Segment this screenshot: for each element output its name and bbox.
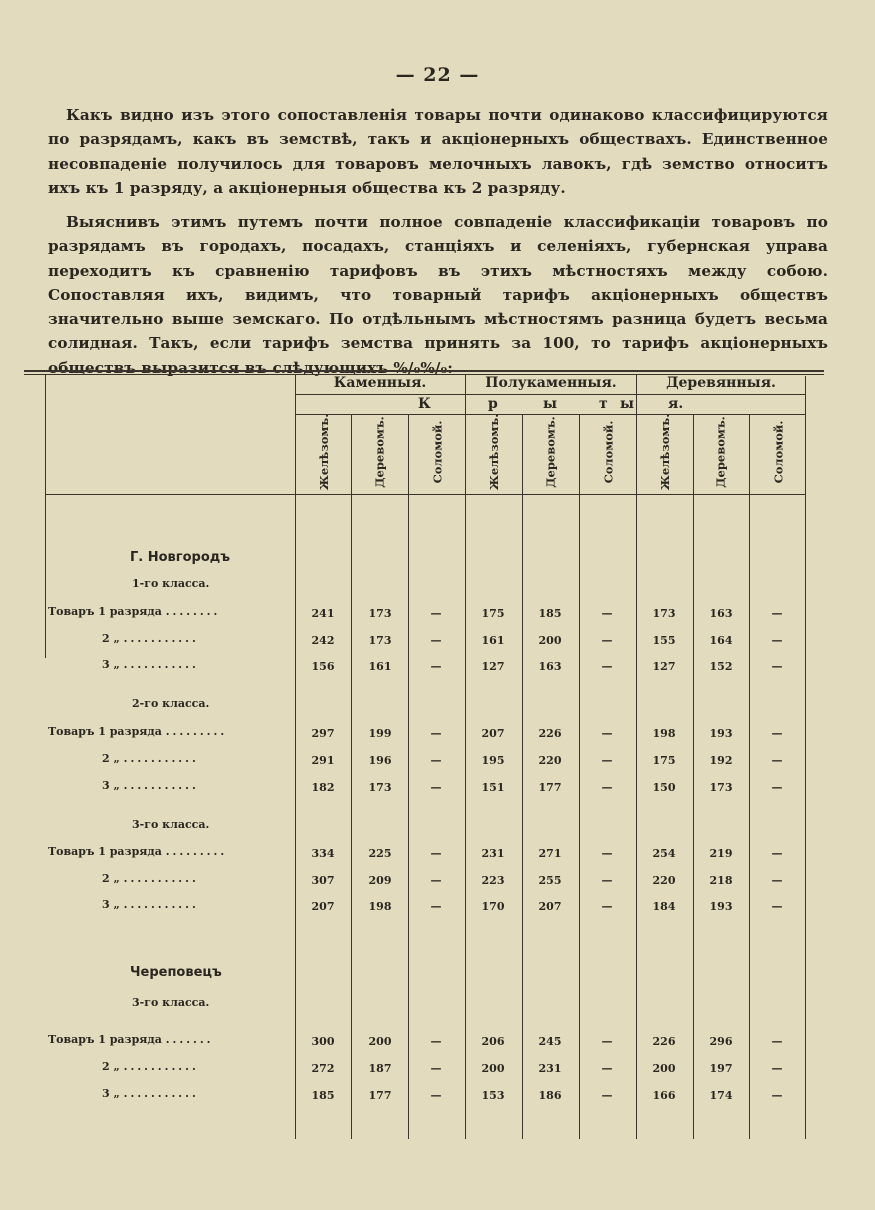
table-cell: — xyxy=(771,900,783,913)
class-heading: 1-го класса. xyxy=(132,577,210,590)
table-cell: 225 xyxy=(368,847,392,860)
table-cell: 219 xyxy=(709,847,733,860)
table-cell: 297 xyxy=(311,727,335,740)
table-cell: — xyxy=(430,754,442,767)
table-cell: 200 xyxy=(652,1062,676,1075)
table-cell: — xyxy=(430,1062,442,1075)
table-cell: 220 xyxy=(652,874,676,887)
table-cell: — xyxy=(771,781,783,794)
row-label: Товаръ 1 разряда ......... xyxy=(48,845,228,858)
kryty-letter: р xyxy=(488,396,498,412)
table-cell: — xyxy=(430,781,442,794)
group-underline xyxy=(295,394,805,395)
table-cell: 127 xyxy=(652,660,676,673)
kryty-letter: К xyxy=(418,396,431,412)
table-cell: — xyxy=(430,1089,442,1102)
group-rule xyxy=(465,374,466,1139)
table-cell: 177 xyxy=(368,1089,392,1102)
table-cell: — xyxy=(771,874,783,887)
table-right-rule xyxy=(805,376,806,1139)
table-cell: — xyxy=(430,847,442,860)
table-cell: 245 xyxy=(538,1035,562,1048)
col-rule xyxy=(351,414,352,1139)
table-cell: 198 xyxy=(368,900,392,913)
table-cell: 300 xyxy=(311,1035,335,1048)
table-cell: — xyxy=(601,1062,613,1075)
roof-header: Деревомъ. xyxy=(373,416,388,488)
table-cell: 223 xyxy=(481,874,505,887)
row-label: Товаръ 1 разряда ........ xyxy=(48,605,221,618)
table-cell: 231 xyxy=(481,847,505,860)
label-col-rule xyxy=(295,374,296,1139)
row-label: Товаръ 1 разряда ....... xyxy=(48,1033,214,1046)
table-cell: 187 xyxy=(368,1062,392,1075)
table-cell: 334 xyxy=(311,847,335,860)
table-cell: — xyxy=(771,660,783,673)
table-cell: 175 xyxy=(652,754,676,767)
table-cell: 173 xyxy=(652,607,676,620)
table-cell: — xyxy=(430,727,442,740)
roof-header: Деревомъ. xyxy=(714,416,729,488)
table-cell: 291 xyxy=(311,754,335,767)
table-cell: 156 xyxy=(311,660,335,673)
roof-header: Желѣзомъ. xyxy=(317,413,331,491)
row-label: 2 „ ........... xyxy=(102,872,199,885)
roof-header: Желѣзомъ. xyxy=(487,413,501,491)
table-cell: — xyxy=(601,781,613,794)
col-rule xyxy=(693,414,694,1139)
table-cell: 192 xyxy=(709,754,733,767)
table-cell: 200 xyxy=(368,1035,392,1048)
row-label: 3 „ ........... xyxy=(102,1087,199,1100)
kryty-letter: я. xyxy=(668,396,684,412)
row-label: 3 „ ........... xyxy=(102,898,199,911)
col-rule xyxy=(522,414,523,1139)
col-rule xyxy=(408,414,409,1139)
table-cell: 206 xyxy=(481,1035,505,1048)
table-cell: 155 xyxy=(652,634,676,647)
table-cell: 220 xyxy=(538,754,562,767)
table-cell: 173 xyxy=(368,781,392,794)
table-cell: — xyxy=(771,1035,783,1048)
section-place: Г. Новгородъ xyxy=(130,550,231,565)
table-cell: — xyxy=(430,634,442,647)
table-cell: 185 xyxy=(311,1089,335,1102)
table-cell: 207 xyxy=(538,900,562,913)
table-cell: 200 xyxy=(538,634,562,647)
table-cell: 177 xyxy=(538,781,562,794)
class-heading: 3-го класса. xyxy=(132,996,210,1009)
group-header-kamennye: Каменныя. xyxy=(333,375,427,391)
table-cell: 153 xyxy=(481,1089,505,1102)
table-cell: 226 xyxy=(538,727,562,740)
table-cell: — xyxy=(771,1062,783,1075)
table-cell: — xyxy=(601,900,613,913)
table-cell: — xyxy=(771,607,783,620)
roof-header: Соломой. xyxy=(430,420,445,484)
table-cell: — xyxy=(601,660,613,673)
table-cell: 173 xyxy=(368,607,392,620)
table-cell: 127 xyxy=(481,660,505,673)
table-cell: 152 xyxy=(709,660,733,673)
table-cell: — xyxy=(601,847,613,860)
table-cell: 195 xyxy=(481,754,505,767)
table-cell: — xyxy=(601,754,613,767)
table-cell: 184 xyxy=(652,900,676,913)
table-cell: 161 xyxy=(368,660,392,673)
table-cell: 200 xyxy=(481,1062,505,1075)
roof-header: Соломой. xyxy=(601,420,616,484)
table-cell: 163 xyxy=(709,607,733,620)
table-cell: 226 xyxy=(652,1035,676,1048)
table-cell: — xyxy=(771,727,783,740)
table-cell: — xyxy=(601,607,613,620)
table-cell: 296 xyxy=(709,1035,733,1048)
table-cell: 272 xyxy=(311,1062,335,1075)
table-top-rule xyxy=(24,370,824,372)
table-cell: — xyxy=(601,1035,613,1048)
table-cell: 196 xyxy=(368,754,392,767)
table-cell: 163 xyxy=(538,660,562,673)
row-label: 3 „ ........... xyxy=(102,658,199,671)
table-cell: 207 xyxy=(481,727,505,740)
roof-header: Соломой. xyxy=(771,420,786,484)
kryty-letter: т xyxy=(599,396,608,412)
kryty-letter: ы xyxy=(543,396,558,412)
table-cell: 271 xyxy=(538,847,562,860)
table-cell: 209 xyxy=(368,874,392,887)
table-cell: 182 xyxy=(311,781,335,794)
table-cell: 175 xyxy=(481,607,505,620)
table-cell: — xyxy=(430,874,442,887)
table-cell: 254 xyxy=(652,847,676,860)
table-cell: 151 xyxy=(481,781,505,794)
table-cell: 199 xyxy=(368,727,392,740)
table-cell: 173 xyxy=(709,781,733,794)
table-cell: — xyxy=(601,634,613,647)
table-cell: 170 xyxy=(481,900,505,913)
roof-header: Желѣзомъ. xyxy=(658,413,672,491)
table-cell: — xyxy=(601,727,613,740)
table-cell: — xyxy=(430,607,442,620)
row-label: 2 „ ........... xyxy=(102,632,199,645)
table-cell: — xyxy=(601,874,613,887)
table-cell: 241 xyxy=(311,607,335,620)
class-heading: 2-го класса. xyxy=(132,697,210,710)
group-header-polukamennye: Полукаменныя. xyxy=(485,375,617,391)
table-cell: 161 xyxy=(481,634,505,647)
header-bottom-rule xyxy=(46,494,806,495)
table-cell: — xyxy=(430,1035,442,1048)
group-rule xyxy=(636,374,637,1139)
col-rule xyxy=(579,414,580,1139)
table-cell: 193 xyxy=(709,727,733,740)
paragraph-1: Какъ видно изъ этого сопоставленія товары почти одинаково классифицируются по разрядамъ, какъ въ земствѣ, такъ и акціонерныхъ обществахъ. Единственное несовпаденіе получилось для товаровъ мелочныхъ лавокъ, гдѣ земство относитъ ихъ къ 1 разряду, а акціонерныя общества къ 2 разряду. xyxy=(48,106,828,197)
row-label: 2 „ ........... xyxy=(102,1060,199,1073)
table-cell: 164 xyxy=(709,634,733,647)
page-number: — 22 — xyxy=(395,64,480,86)
row-label: Товаръ 1 разряда ......... xyxy=(48,725,228,738)
col-rule xyxy=(749,414,750,1139)
table-cell: 174 xyxy=(709,1089,733,1102)
table-cell: 218 xyxy=(709,874,733,887)
row-label: 2 „ ........... xyxy=(102,752,199,765)
table-cell: 242 xyxy=(311,634,335,647)
table-cell: 198 xyxy=(652,727,676,740)
table-cell: 173 xyxy=(368,634,392,647)
table-cell: 185 xyxy=(538,607,562,620)
table-left-rule xyxy=(45,374,46,658)
table-cell: 166 xyxy=(652,1089,676,1102)
roof-header: Деревомъ. xyxy=(544,416,559,488)
table-cell: 207 xyxy=(311,900,335,913)
table-cell: — xyxy=(771,754,783,767)
table-cell: — xyxy=(771,1089,783,1102)
table-cell: 150 xyxy=(652,781,676,794)
table-cell: 186 xyxy=(538,1089,562,1102)
table-cell: — xyxy=(601,1089,613,1102)
table-cell: — xyxy=(771,847,783,860)
table-cell: 193 xyxy=(709,900,733,913)
table-cell: 307 xyxy=(311,874,335,887)
paragraph-2: Выяснивъ этимъ путемъ почти полное совпаденіе классификаціи товаровъ по разрядамъ въ городахъ, посадахъ, станціяхъ и селеніяхъ, губернская управа переходитъ къ сравненію тарифовъ въ этихъ мѣстностяхъ между собою. Сопоставляя ихъ, видимъ, что товарный тарифъ акціонерныхъ обществъ значительно выше земскаго. По отдѣльнымъ мѣстностямъ разница будетъ весьма солидная. Такъ, если тарифъ земства принять за 100, то тарифъ акціонерныхъ обществъ выразится въ слѣдующихъ %/₀%/₀: xyxy=(48,213,828,377)
section-place: Череповецъ xyxy=(130,965,222,980)
table-cell: — xyxy=(430,660,442,673)
table-cell: 197 xyxy=(709,1062,733,1075)
kryty-letter: ы xyxy=(620,396,635,412)
group-header-derevyannye: Деревянныя. xyxy=(666,375,776,391)
table-cell: 231 xyxy=(538,1062,562,1075)
table-cell: 255 xyxy=(538,874,562,887)
table-cell: — xyxy=(771,634,783,647)
row-label: 3 „ ........... xyxy=(102,779,199,792)
table-cell: — xyxy=(430,900,442,913)
class-heading: 3-го класса. xyxy=(132,818,210,831)
